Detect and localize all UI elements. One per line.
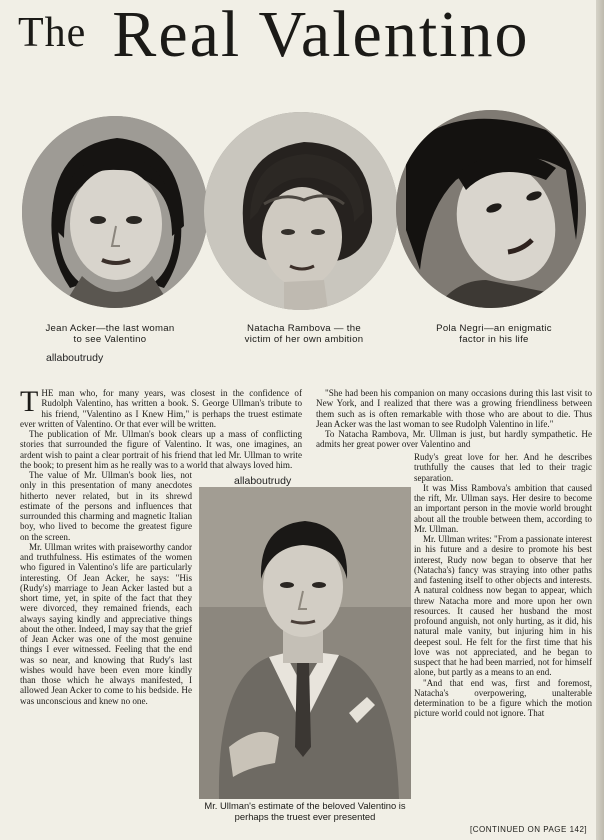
- col2-para-2: To Natacha Rambova, Mr. Ullman is just, but hardly sympathetic. He admits her great power over Valentino and: [316, 429, 592, 450]
- col2-para-1: "She had been his companion on many occasions during this last visit to New York, and I realized that there was a growing friendliness between them such as is often remarkable with those who are about to die. Thus Jean Acker was the last woman to see Rudolph Valentino in life.": [316, 388, 592, 429]
- caption-natacha-rambova: Natacha Rambova — the victim of her own ambition: [244, 323, 364, 345]
- col1-para-3: The value of Mr. Ullman's book lies, not only in this presentation of many anecdotes hitherto never related, but in its shrewd estimate of the persons and influences that surrounded this charming and magnetic Italian boy, who lived to become the greatest figure on the screen.: [20, 470, 192, 542]
- portrait-pola-negri: [396, 110, 586, 308]
- page-edge: [596, 0, 604, 840]
- col3-para-3: Mr. Ullman writes: "From a passionate interest in his future and a desire to promote his best interest, Rudy now began to observe that her (Natacha's) fancy was straying into other paths and fastening itself to other objects and interests. A natural coldness now began to appear, which threw Natacha more and more upon her own resources. It caused her husband the most profound anguish, not only hurting, as it did, his natural male vanity, but injuring him in his deepest soul. He felt for the first time that his love was not appreciated, and he began to suspect that he had been married, not for himself alone, but partly as a means to an end.: [414, 534, 592, 678]
- watermark-top: allaboutrudy: [46, 352, 104, 364]
- article-column-middle-top: [316, 388, 592, 452]
- col1-para-1: HE man who, for many years, was closest in the confidence of Rudolph Valentino, has written a book. S. George Ullman's tribute to his friend, "Valentino as I Knew Him," is perhaps the truest estimate ever written of Valentino. Or that ever will be written.: [20, 388, 302, 429]
- title-word-the: The: [18, 10, 87, 56]
- portrait-natacha-rambova: [204, 112, 398, 310]
- photo-caption: Mr. Ullman's estimate of the beloved Valentino is perhaps the truest ever presented: [204, 800, 406, 822]
- caption-jean-acker: Jean Acker—the last woman to see Valentino: [45, 323, 175, 345]
- photo-valentino: [199, 487, 411, 799]
- drop-cap-t: T: [20, 385, 39, 418]
- col1-para-2: The publication of Mr. Ullman's book clears up a mass of conflicting stories that surrounded the figure of Valentino. It was, one imagines, an ardent wish to paint a clear portrait of his friend that led Mr. Ullman to write the book; to present him as he really was to a world that always loved him.: [20, 429, 302, 470]
- col3-para-2: It was Miss Rambova's ambition that caused the rift, Mr. Ullman says. Her desire to become an important person in the movie world brought about all the trouble between them, according to Mr. Ullman.: [414, 482, 592, 534]
- article-title: [18, 2, 604, 84]
- portrait-jean-acker: [22, 116, 208, 308]
- col1-para-4: Mr. Ullman writes with praiseworthy candor and truthfulness. His estimates of the women who figured in Valentino's life are particularly interesting. Of Jean Acker, he says: "His (Rudy's) marriage to Jean Acker lasted but a short time, yet, in spite of the fact that they were divorced, they remained friends, each always saying kindly and appreciative things about the other. Indeed, I may say that the grief of Jean Acker was one of the most genuine things I ever witnessed. Feeling that the end was so near, and knowing that Rudy's last wishes would have been even more kindly than those which he always manifested, I allowed Jean Acker to come to his bedside. He was unconscious and knew no one.: [20, 541, 192, 706]
- col3-para-4: "And that end was, first and foremost, Natacha's overpowering, unalterable determination to be a figure which the motion picture world could not ignore. That: [414, 677, 592, 719]
- col3-para-1: Rudy's great love for her. And he describes truthfully the causes that led to their tragic separation.: [414, 452, 592, 483]
- article-column-right: [414, 452, 592, 824]
- caption-pola-negri: Pola Negri—an enigmatic factor in his life: [436, 323, 552, 345]
- watermark-middle: allaboutrudy: [234, 475, 292, 487]
- continued-on-page: [CONTINUED ON PAGE 142]: [470, 825, 588, 834]
- title-word-main: Real Valentino: [112, 2, 530, 71]
